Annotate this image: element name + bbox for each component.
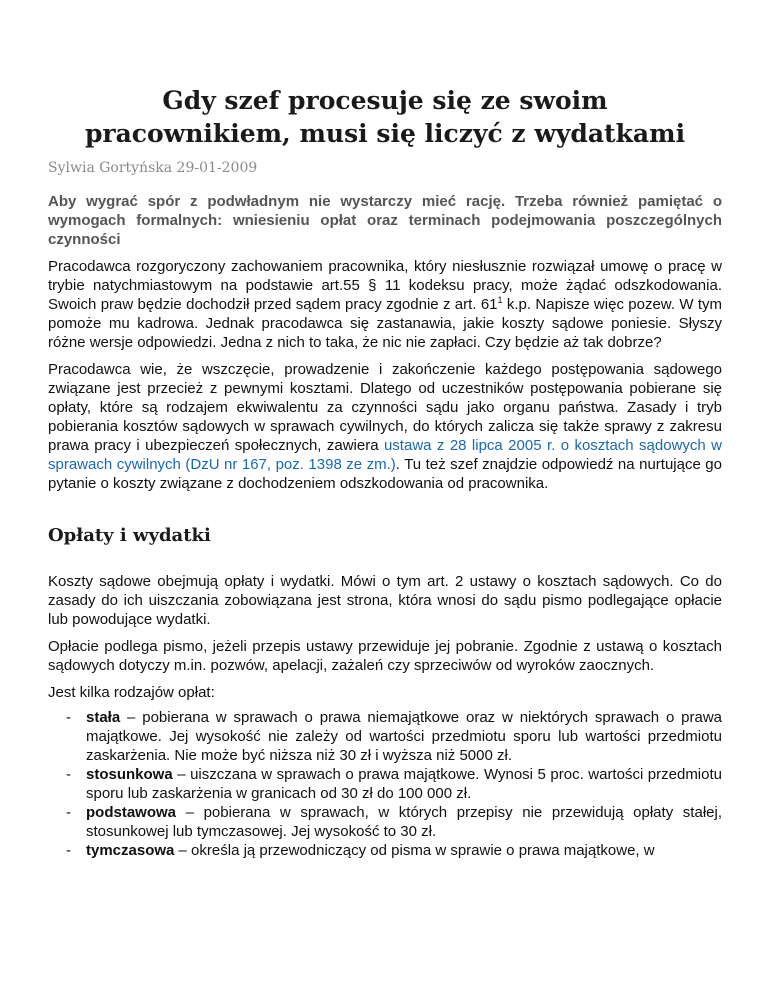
fee-name: tymczasowa (86, 842, 175, 859)
section-heading: Opłaty i wydatki (48, 525, 211, 546)
paragraph-2-text-a: Pracodawca wie, że wszczęcie, prowadzenie i zakończenie każdego postępowania sądowego związane jest przecież z pewnymi kosztami. Dlatego od uczestników postępowania pobierane się opłaty, które są rodzajem ekwiwalentu za czynności sądu jako organu państwa. Zasady i tryb pobierania kosztów sądowych w sprawach cywilnych, do których zalicza się także sprawy z zakresu prawa pracy i ubezpieczeń społecznych, zawiera (48, 361, 722, 454)
list-item (66, 708, 722, 765)
fee-types-list (48, 708, 722, 860)
list-dash: - (66, 709, 71, 726)
paragraph-1-text-b: k.p. Napisze więc pozew. W tym pomoże mu kadrowa. Jednak pracodawca się zastanawia, jakie koszty sądowe poniesie. Słyszy różne wersje odpowiedzi. Jedna z nich to taka, że nic nie zapłaci. Czy będzie aż tak dobrze? (48, 296, 722, 351)
fee-description: – określa ją przewodniczący od pisma w sprawie o prawa majątkowe, w (174, 842, 655, 859)
article-superscript: 1 (497, 295, 503, 305)
paragraph-2-text-b: . Tu też szef znajdzie odpowiedź na nurtujące go pytanie o koszty związane z dochodzeniem odszkodowania od pracownika. (48, 456, 722, 492)
paragraph-1 (48, 257, 722, 352)
list-dash: - (66, 804, 71, 821)
fee-name: podstawowa (86, 804, 177, 821)
paragraph-3: Koszty sądowe obejmują opłaty i wydatki. Mówi o tym art. 2 ustawy o kosztach sądowych. Co do zasady do ich uiszczania zobowiązana jest strona, która wnosi do sądu pismo podlegające opłacie lub powodujące wydatki. (48, 573, 722, 628)
article-title (48, 84, 722, 150)
title-line-2: pracownikiem, musi się liczyć z wydatkami (84, 119, 686, 148)
title-line-1: Gdy szef procesuje się ze swoim (162, 86, 608, 115)
list-dash: - (66, 842, 71, 859)
statute-link[interactable]: ustawa z 28 lipca 2005 r. o kosztach sądowych w sprawach cywilnych (DzU nr 167, poz. 1398 ze zm.) (48, 437, 723, 473)
paragraph-1-text-a: Pracodawca rozgoryczony zachowaniem pracownika, który niesłusznie rozwiązał umowę o pracę w trybie natychmiastowym na podstawie art.55 § 11 kodeksu pracy, może żądać odszkodowania. Swoich praw będzie dochodził przed sądem pracy zgodnie z art. 61 (48, 258, 722, 313)
fee-description: – pobierana w sprawach o prawa niemajątkowe oraz w niektórych sprawach o prawa majątkowe. Jej wysokość nie zależy od wartości przedmiotu sporu lub wartości przedmiotu zaskarżenia. Nie może być niższa niż 30 zł i wyższa niż 5000 zł. (86, 709, 722, 764)
article-byline: Sylwia Gortyńska 29-01-2009 (48, 160, 258, 176)
fee-name: stała (86, 709, 121, 726)
list-dash: - (66, 766, 71, 783)
article (48, 84, 722, 860)
fee-name: stosunkowa (86, 766, 173, 783)
paragraph-5: Jest kilka rodzajów opłat: (48, 684, 215, 701)
fee-description: – uiszczana w sprawach o prawa majątkowe. Wynosi 5 proc. wartości przedmiotu sporu lub zaskarżenia w granicach od 30 zł do 100 000 zł. (86, 766, 722, 802)
paragraph-2 (48, 360, 722, 493)
article-lead: Aby wygrać spór z podwładnym nie wystarczy mieć rację. Trzeba również pamiętać o wymogach formalnych: wniesieniu opłat oraz terminach podejmowania poszczególnych czynności (48, 193, 722, 248)
list-item (66, 765, 722, 803)
paragraph-4: Opłacie podlega pismo, jeżeli przepis ustawy przewiduje jej pobranie. Zgodnie z ustawą o kosztach sądowych dotyczy m.in. pozwów, apelacji, zażaleń czy sprzeciwów od wyroków zaocznych. (48, 638, 722, 674)
list-item (66, 841, 722, 860)
fee-description: – pobierana w sprawach, w których przepisy nie przewidują opłaty stałej, stosunkowej lub tymczasowej. Jej wysokość to 30 zł. (86, 804, 722, 840)
list-item (66, 803, 722, 841)
